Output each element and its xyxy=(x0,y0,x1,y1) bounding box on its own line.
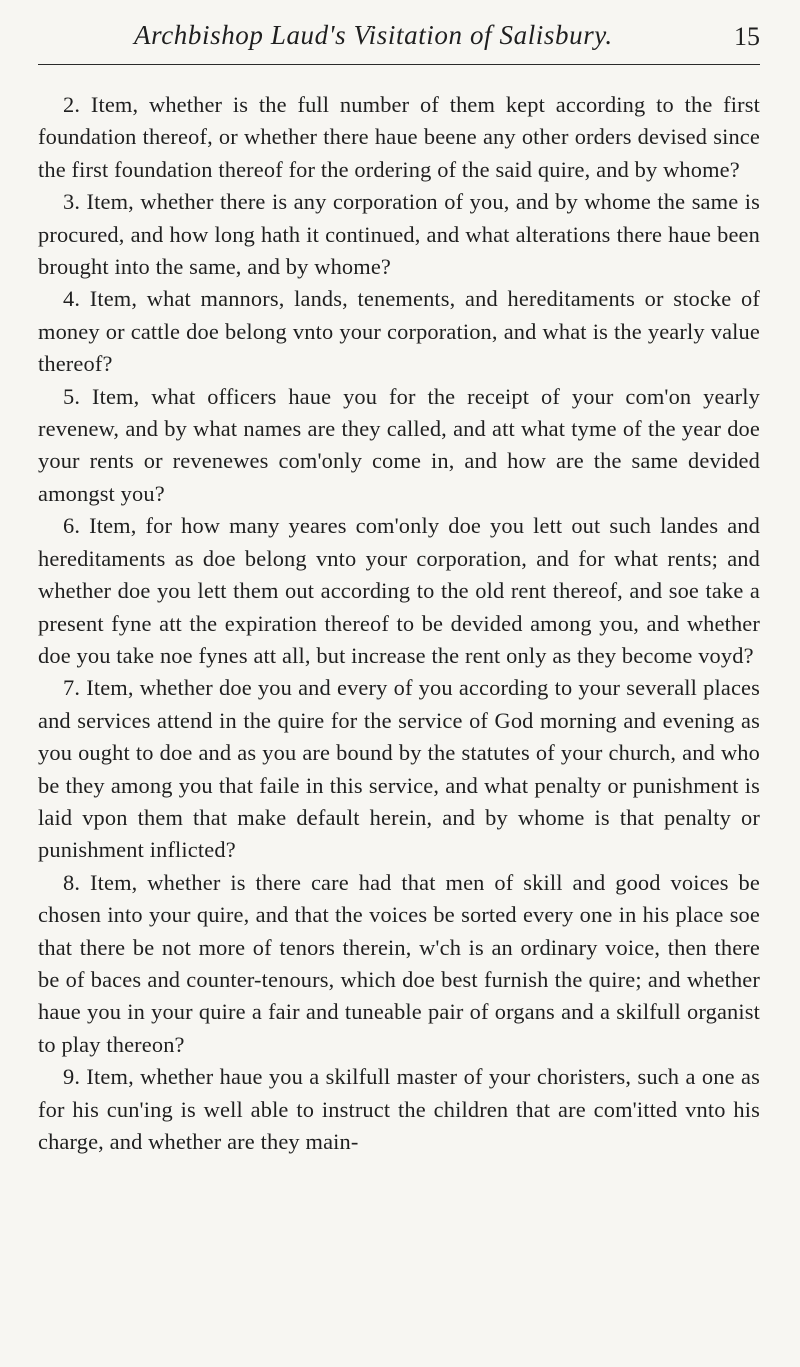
header-rule xyxy=(38,64,760,65)
item-7: 7. Item, whether doe you and every of you according to your severall places and services attend in the quire for the service of God morning and evening as you ought to doe and as you are bound by the statutes of your church, and who be they among you that faile in this service, and what penalty or punishment is laid vpon them that make default herein, and by whome is that penalty or punishment inflicted? xyxy=(38,675,760,863)
item-3: 3. Item, whether there is any corporation of you, and by whome the same is procured, and how long hath it continued, and what alterations there haue been brought into the same, and by whome? xyxy=(38,189,760,280)
item-5: 5. Item, what officers haue you for the receipt of your com'on yearly revenew, and by what names are they called, and att what tyme of the year doe your rents or revenewes com'only come in, and how are the same devided amongst you? xyxy=(38,383,760,506)
item-6: 6. Item, for how many yeares com'only doe you lett out such landes and hereditaments as doe belong vnto your corporation, and for what rents; and whether doe you lett them out according to the old rent thereof, and soe take a present fyne att the expiration thereof to be devided among you, and whether doe you take noe fynes att all, but increase the rent only as they become voyd? xyxy=(38,513,760,668)
item-9: 9. Item, whether haue you a skilfull master of your choristers, such a one as for his cun'ing is well able to instruct the children that are com'itted vnto his charge, and whether are they main- xyxy=(38,1064,760,1154)
body-text xyxy=(38,89,760,1158)
running-head xyxy=(38,20,760,60)
running-title: Archbishop Laud's Visitation of Salisbury. xyxy=(134,20,613,50)
item-8: 8. Item, whether is there care had that men of skill and good voices be chosen into your quire, and that the voices be sorted every one in his place soe that there be not more of tenors therein, w'ch is an ordinary voice, then there be of baces and counter-tenours, which doe best furnish the quire; and whether haue you in your quire a fair and tuneable pair of organs and a skilfull organist to play thereon? xyxy=(38,869,760,1057)
item-4: 4. Item, what mannors, lands, tenements, and hereditaments or stocke of money or cattle doe belong vnto your corporation, and what is the yearly value thereof? xyxy=(38,286,760,377)
page-number: 15 xyxy=(734,22,760,51)
item-2: 2. Item, whether is the full number of them kept according to the first foundation thereof, or whether there haue beene any other orders devised since the first foundation thereof for the ordering of the said quire, and by whome? xyxy=(38,92,760,182)
